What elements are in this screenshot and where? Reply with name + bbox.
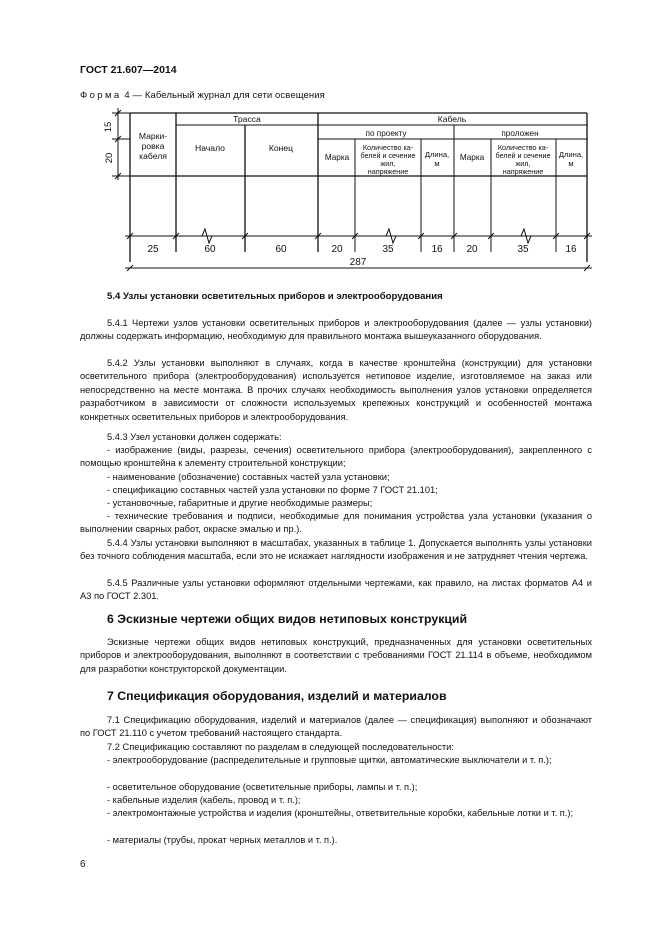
cable-journal-form: [0, 0, 661, 290]
list-item: - изображение (виды, разрезы, сечения) осветительного прибора (электрооборудования), закрепленного с помощью кронштейна к элементу строительной конструкции;: [80, 445, 592, 469]
section-6-title: 6 Эскизные чертежи общих видов нетиповых конструкций: [107, 612, 468, 626]
list-item: - кабельные изделия (кабель, провод и т. п.);: [107, 795, 301, 805]
paragraph-5-4-5: 5.4.5 Различные узлы установки оформляют отдельными чертежами, как правило, на листах форматов А4 и А3 по ГОСТ 2.301.: [80, 578, 592, 602]
width-end: 60: [275, 244, 287, 255]
header-laid: проложен: [501, 129, 539, 138]
width-len-2: 16: [565, 244, 577, 255]
header-len-2a: Длина,: [558, 150, 584, 159]
header-cable: Кабель: [437, 114, 467, 124]
width-total: 287: [349, 257, 367, 268]
paragraph-7-1: 7.1 Спецификацию оборудования, изделий и материалов (далее — спецификация) выполняют и обозначают по ГОСТ 21.110 с учетом требований настоящего стандарта.: [80, 715, 592, 739]
width-start: 60: [204, 244, 216, 255]
header-qty-1b: белей и сечение: [360, 151, 416, 160]
width-mark-2: 20: [466, 244, 478, 255]
header-marking-1: Марки-: [138, 131, 168, 141]
header-mark-2: Марка: [459, 153, 485, 162]
list-item: - спецификацию составных частей узла установки по форме 7 ГОСТ 21.101;: [107, 485, 438, 495]
document-code: ГОСТ 21.607—2014: [80, 64, 177, 76]
header-route: Трасса: [233, 114, 261, 124]
list-item: - электрооборудование (распределительные и групповые щитки, автоматические выключатели и т. п.);: [107, 755, 552, 765]
header-qty-1d: напряжение: [367, 167, 409, 176]
width-marking: 25: [147, 244, 159, 255]
header-qty-2d: напряжение: [502, 167, 544, 176]
header-len-2b: м: [568, 159, 574, 168]
header-marking-2: ровка: [141, 141, 165, 151]
list-item: - материалы (трубы, прокат черных металлов и т. п.).: [107, 835, 338, 845]
header-qty-2b: белей и сечение: [495, 151, 551, 160]
width-mark-1: 20: [331, 244, 343, 255]
width-qty-2: 35: [517, 244, 529, 255]
list-item: - наименование (обозначение) составных частей узла установки;: [107, 472, 390, 482]
form-caption-text: 4 — Кабельный журнал для сети освещения: [124, 90, 325, 101]
list-item: - электромонтажные устройства и изделия (кронштейны, ответвительные коробки, кабельные лотки и т. п.);: [107, 808, 574, 818]
header-qty-2c: жил,: [515, 159, 531, 168]
paragraph-7-2: 7.2 Спецификацию составляют по разделам в следующей последовательности:: [107, 742, 454, 752]
header-qty-1a: Количество ка-: [362, 143, 414, 152]
row-height-1: 15: [103, 121, 114, 133]
list-item: - технические требования и подписи, необходимые для понимания устройства узла установки (указания о выполнении сварных работ, окраске эмалью и пр.).: [80, 511, 592, 535]
paragraph-5-4-3: 5.4.3 Узел установки должен содержать:: [107, 432, 282, 442]
section-7-title: 7 Спецификация оборудования, изделий и материалов: [107, 689, 447, 703]
header-qty-1c: жил,: [380, 159, 396, 168]
paragraph-5-4-1: 5.4.1 Чертежи узлов установки осветительных приборов и электрооборудования (далее — узлы установки) должны содержать информацию, необходимую для правильного монтажа вышеуказанного оборудования.: [80, 318, 592, 342]
header-len-1b: м: [434, 159, 440, 168]
paragraph-5-4-2: 5.4.2 Узлы установки выполняют в случаях, когда в качестве кронштейна (конструкции) для установки осветительного прибора (электрооборудования) используется нетиповое изделие, изготовляемое на заказ или непосредственно на месте монтажа. В прочих случаях необходимость выполнения узлов установки определяется разработчиком в зависимости от сложности используемых крепежных конструкций и особенностей монтажа конкретных осветительных приборов и электрооборудования.: [80, 358, 592, 422]
header-qty-2a: Количество ка-: [497, 143, 549, 152]
section-5-4-title: 5.4 Узлы установки осветительных приборов и электрооборудования: [107, 291, 443, 302]
header-by-project: по проекту: [365, 129, 407, 138]
header-start: Начало: [195, 143, 225, 153]
width-qty-1: 35: [382, 244, 394, 255]
header-marking-3: кабеля: [139, 151, 167, 161]
header-end: Конец: [268, 143, 294, 153]
width-len-1: 16: [431, 244, 443, 255]
paragraph-6: Эскизные чертежи общих видов нетиповых конструкций, предназначенных для установки осветительных приборов и электрооборудования, выполняют в соответствии с требованиями ГОСТ 21.114 в объеме, необходимом для разработки конструкторской документации.: [80, 637, 592, 674]
form-caption-word: Форма: [80, 90, 122, 101]
row-height-2: 20: [104, 152, 115, 164]
list-item: - установочные, габаритные и другие необходимые размеры;: [107, 498, 373, 508]
header-len-1a: Длина,: [424, 150, 450, 159]
list-item: - осветительное оборудование (осветительные приборы, лампы и т. п.);: [107, 782, 418, 792]
page-number: 6: [80, 859, 86, 870]
header-mark-1: Марка: [324, 153, 350, 162]
paragraph-5-4-4: 5.4.4 Узлы установки выполняют в масштабах, указанных в таблице 1. Допускается выполнять узлы установки без точного соблюдения масштаба, если это не искажает наглядности изображения и не затрудняет чтения чертежа.: [80, 538, 592, 562]
